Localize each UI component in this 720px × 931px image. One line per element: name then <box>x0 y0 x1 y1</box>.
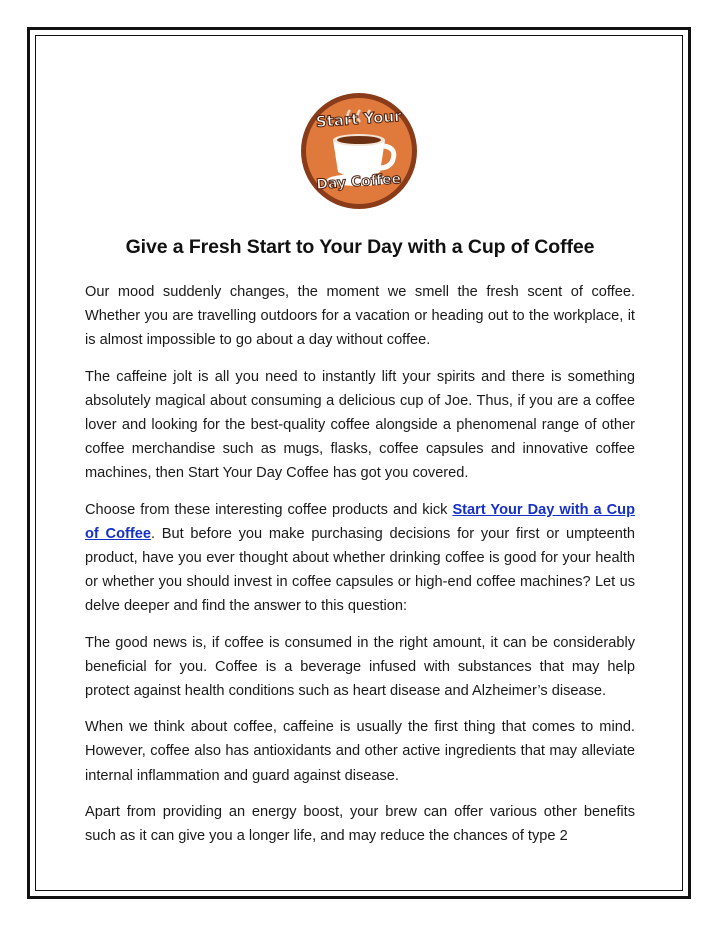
paragraph-5: When we think about coffee, caffeine is usually the first thing that comes to mind. However, coffee also has antioxidants and other active ingredients that may alleviate internal inflammation and guard against disease. <box>85 719 635 784</box>
start-your-day-link[interactable]: Start Your Day with a Cup of Coffee <box>85 501 635 542</box>
paragraph-6: Apart from providing an energy boost, your brew can offer various other benefits such as it can give you a longer life, and may reduce the chances of type 2 <box>85 803 635 845</box>
logo-line-2: Day Coffee <box>315 171 402 193</box>
start-your-day-coffee-logo <box>300 92 418 210</box>
paragraph-3 <box>85 498 635 619</box>
paragraph-3-after: . But before you make purchasing decisions for your first or umpteenth product, have you ever thought about whether drinking coffee is good for your health or whether you should invest in coffee capsules or high-end coffee machines? Let us delve deeper and find the answer to this question: <box>85 525 635 615</box>
paragraph-4: The good news is, if coffee is consumed in the right amount, it can be considerably beneficial for you. Coffee is a beverage infused with substances that may help protect against health conditions such as heart disease and Alzheimer’s disease. <box>85 634 635 700</box>
logo-line-1: Start Your <box>315 107 403 131</box>
paragraph-2: The caffeine jolt is all you need to instantly lift your spirits and there is something absolutely magical about consuming a delicious cup of Joe. Thus, if you are a coffee lover and looking for the best-quality coffee alongside a phenomenal range of other coffee merchandise such as mugs, flasks, coffee capsules and innovative coffee machines, then Start Your Day Coffee has got you covered. <box>85 368 635 482</box>
coffee-cup-logo-icon <box>300 92 418 210</box>
article-body <box>85 280 635 860</box>
paragraph-3-before: Choose from these interesting coffee products and kick <box>85 501 453 518</box>
article-title: Give a Fresh Start to Your Day with a Cup of Coffee <box>125 236 595 258</box>
paragraph-1: Our mood suddenly changes, the moment we smell the fresh scent of coffee. Whether you are travelling outdoors for a vacation or heading out to the workplace, it is almost impossible to go about a day without coffee. <box>85 284 635 349</box>
